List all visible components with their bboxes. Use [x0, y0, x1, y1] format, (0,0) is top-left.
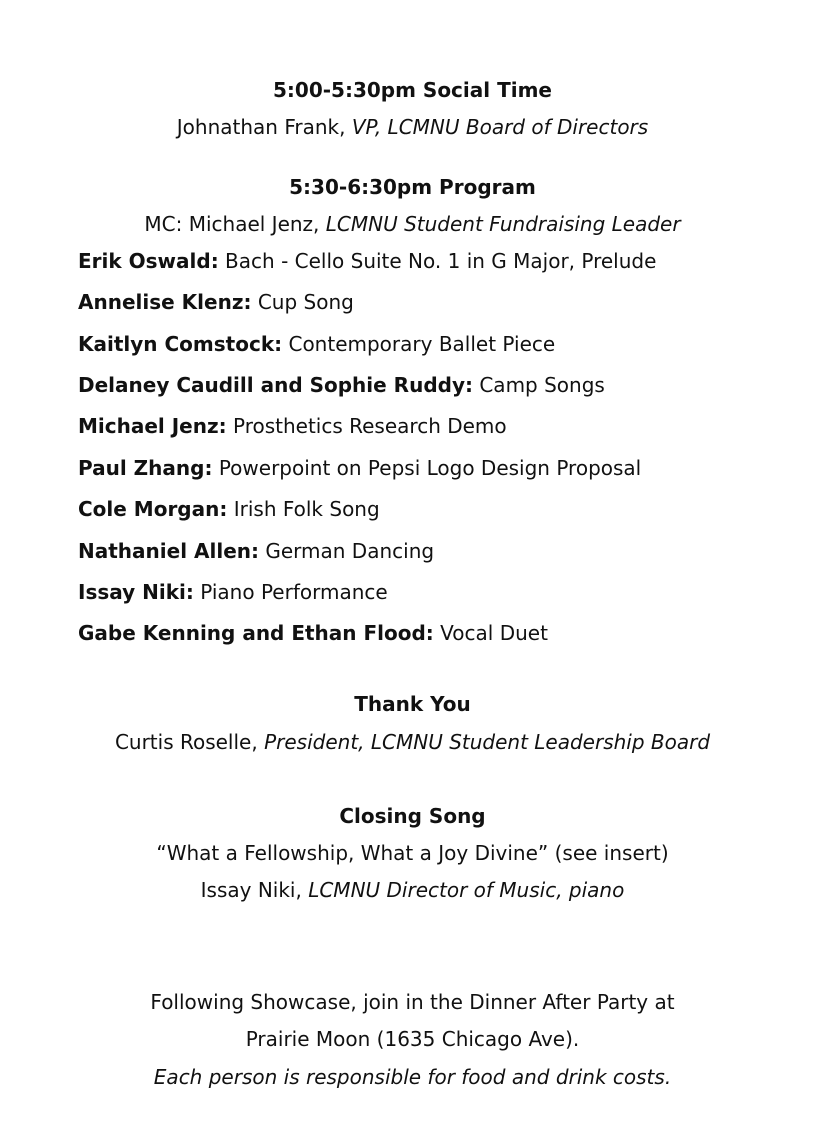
performance-act: Irish Folk Song — [227, 497, 380, 521]
performer-name: Cole Morgan: — [78, 497, 228, 521]
social-heading: 5:00-5:30pm Social Time — [273, 78, 552, 102]
performer-name: Issay Niki: — [78, 580, 194, 604]
performer-name: Erik Oswald: — [78, 249, 219, 273]
performer-name: Gabe Kenning and Ethan Flood: — [78, 621, 434, 645]
program-heading: 5:30-6:30pm Program — [289, 175, 536, 199]
thanks-role: President, LCMNU Student Leadership Board — [264, 730, 711, 754]
performer-name: Kaitlyn Comstock: — [78, 332, 283, 356]
mc-name: MC: Michael Jenz, — [144, 212, 326, 236]
thanks-speaker — [0, 728, 825, 756]
thanks-heading: Thank You — [354, 692, 471, 716]
performance-act: Cup Song — [251, 290, 354, 314]
performer-name: Annelise Klenz: — [78, 290, 252, 314]
performance-item — [78, 454, 818, 482]
social-host-role: VP, LCMNU Board of Directors — [351, 115, 649, 139]
performance-act: Vocal Duet — [433, 621, 548, 645]
performer-name: Paul Zhang: — [78, 456, 213, 480]
performer-name: Michael Jenz: — [78, 414, 227, 438]
performance-item — [78, 412, 818, 440]
closing-role: LCMNU Director of Music, piano — [308, 878, 625, 902]
performance-item — [78, 495, 818, 523]
performer-name: Delaney Caudill and Sophie Ruddy: — [78, 373, 473, 397]
closing-name: Issay Niki, — [200, 878, 309, 902]
performance-item — [78, 371, 818, 399]
social-host — [0, 113, 825, 141]
performance-act: Camp Songs — [472, 373, 605, 397]
performance-act: Contemporary Ballet Piece — [282, 332, 556, 356]
closing-performer — [0, 876, 825, 904]
performance-item — [78, 537, 818, 565]
after-party-line-2: Prairie Moon (1635 Chicago Ave). — [245, 1027, 580, 1051]
performance-act: German Dancing — [259, 539, 435, 563]
program-mc — [0, 210, 825, 238]
performance-item — [78, 288, 818, 316]
after-party-note: Each person is responsible for food and drink costs. — [153, 1065, 672, 1089]
thanks-name: Curtis Roselle, — [114, 730, 265, 754]
mc-role: LCMNU Student Fundraising Leader — [325, 212, 681, 236]
performance-act: Bach - Cello Suite No. 1 in G Major, Prelude — [218, 249, 657, 273]
after-party-line-1: Following Showcase, join in the Dinner After Party at — [150, 990, 675, 1014]
performance-item — [78, 247, 818, 275]
performance-item — [78, 330, 818, 358]
performer-name: Nathaniel Allen: — [78, 539, 259, 563]
performance-item — [78, 578, 818, 606]
performance-act: Piano Performance — [193, 580, 388, 604]
performance-item — [78, 619, 818, 647]
performance-act: Prosthetics Research Demo — [226, 414, 507, 438]
closing-heading: Closing Song — [339, 804, 486, 828]
performance-act: Powerpoint on Pepsi Logo Design Proposal — [212, 456, 642, 480]
closing-song-title: “What a Fellowship, What a Joy Divine” (see insert) — [156, 841, 669, 865]
social-host-name: Johnathan Frank, — [176, 115, 352, 139]
